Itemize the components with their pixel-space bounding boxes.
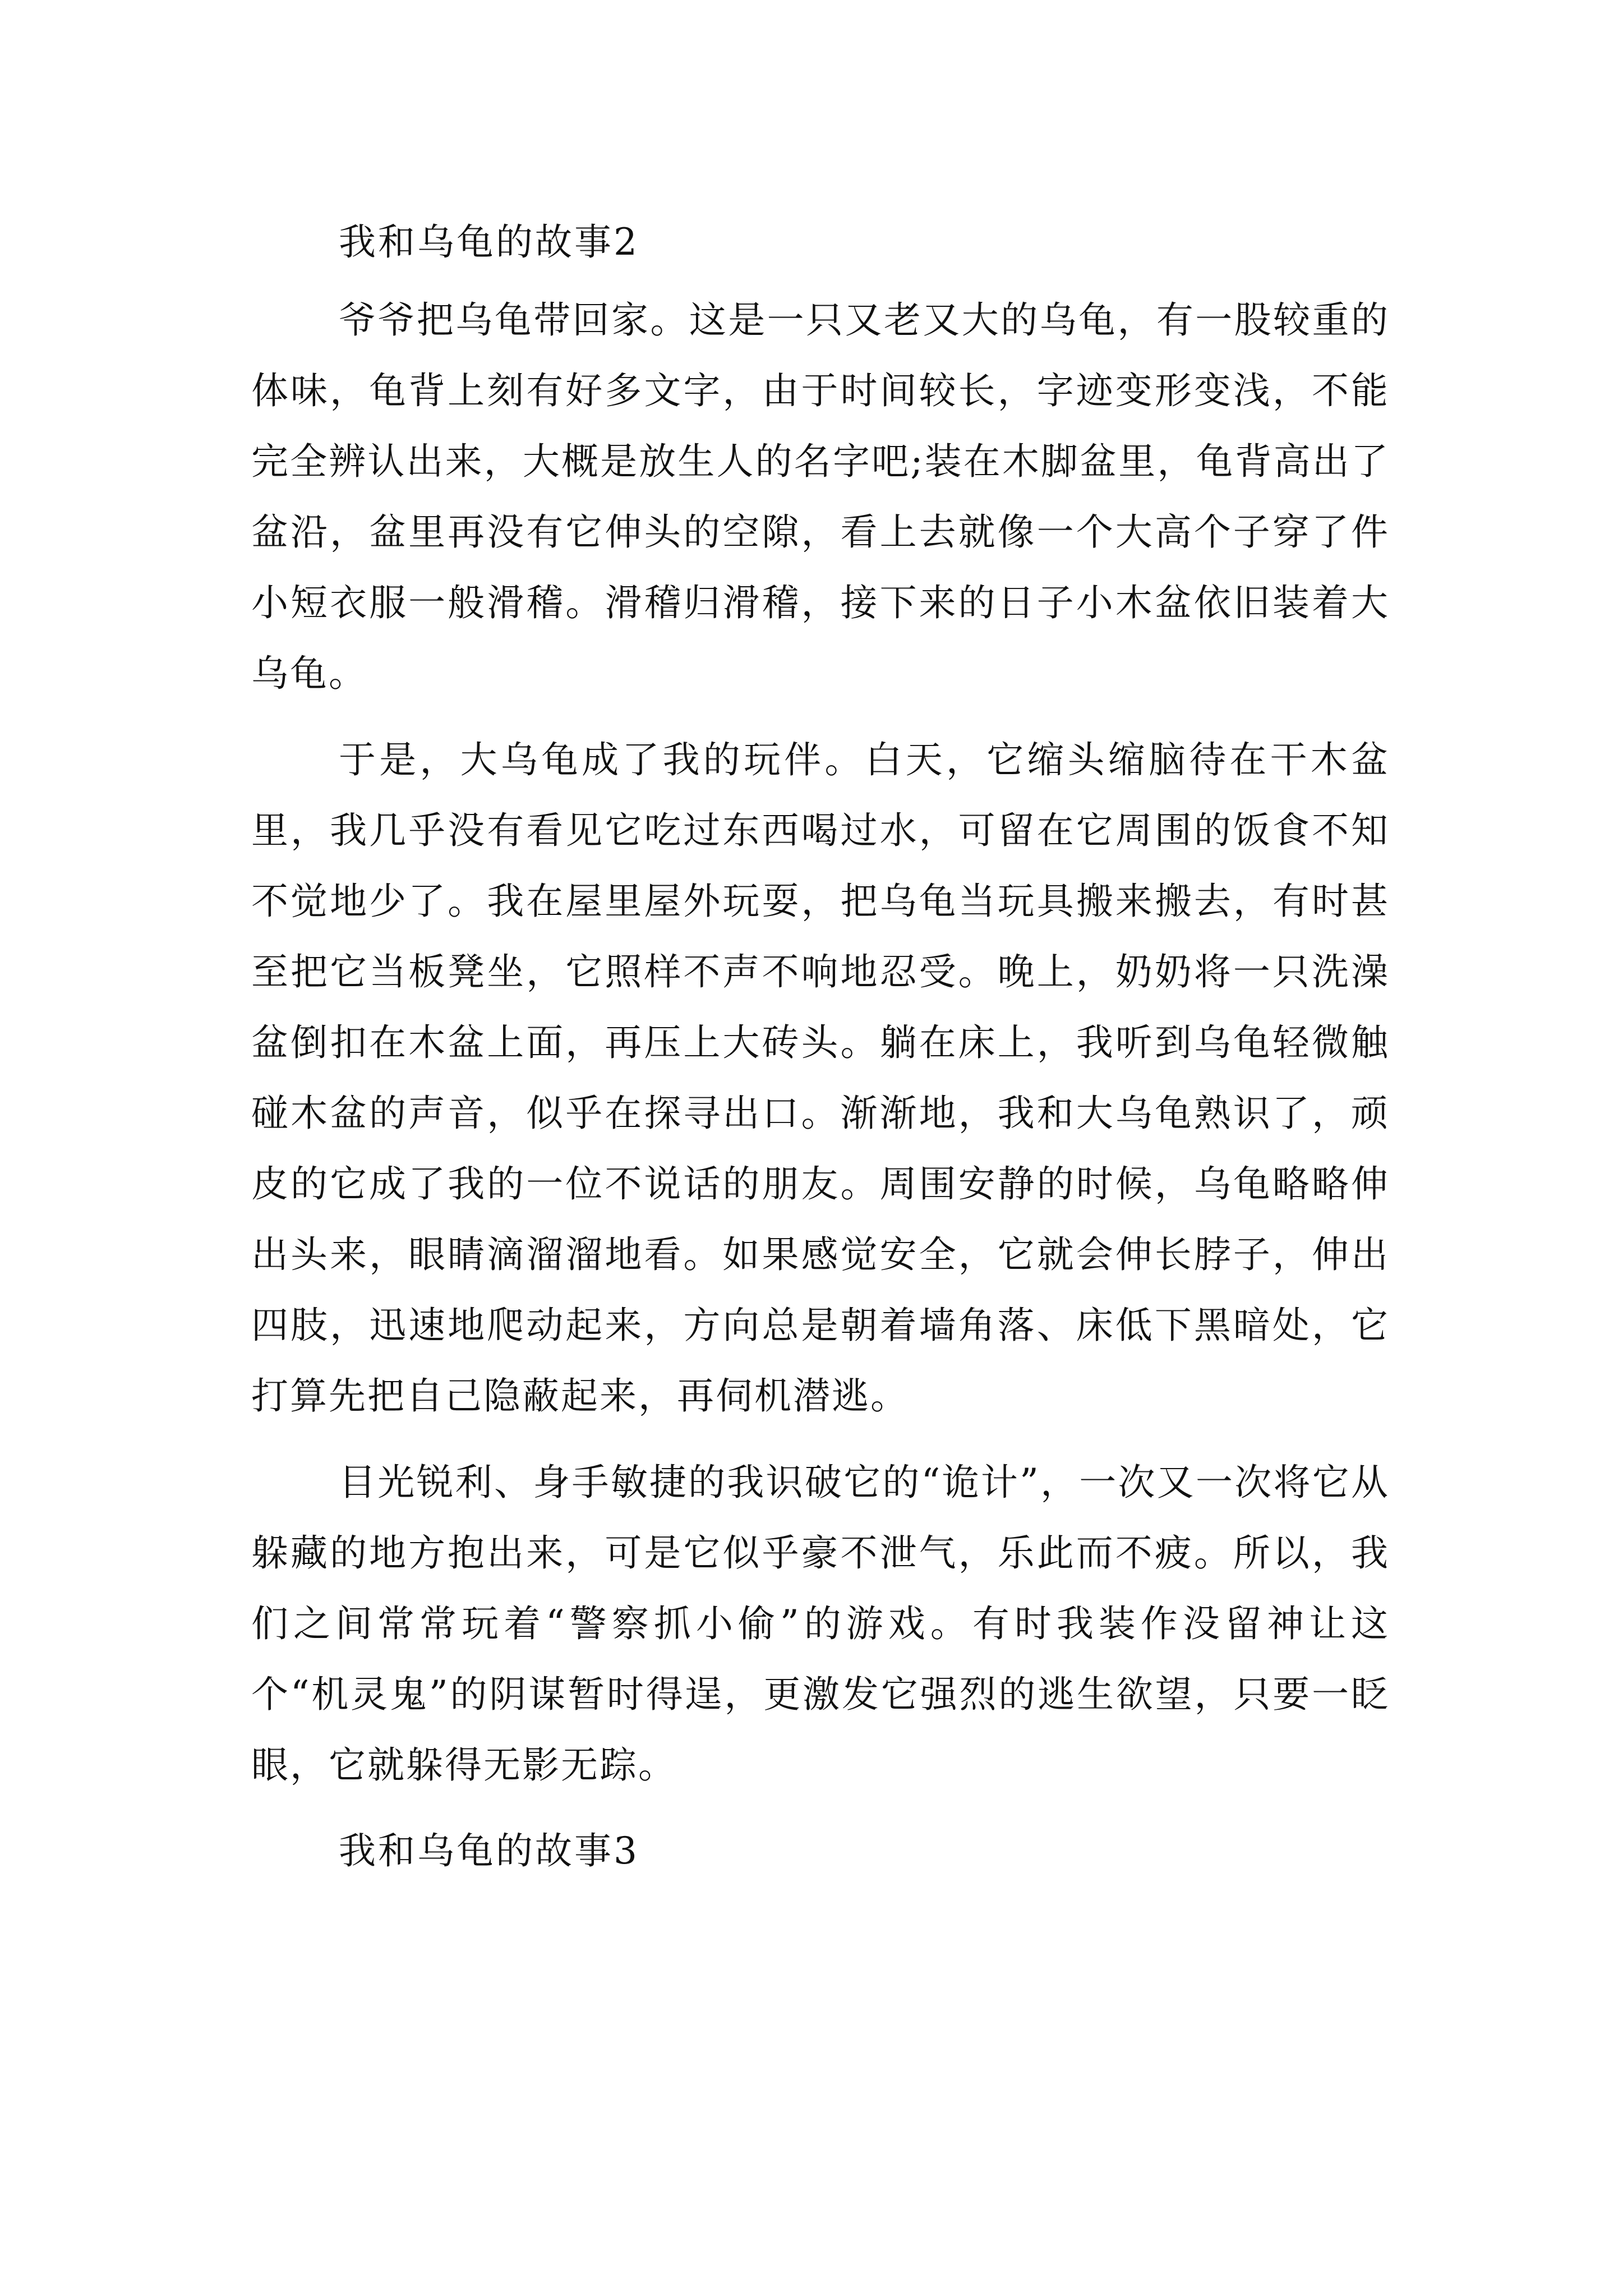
document-body bbox=[251, 214, 1390, 1894]
paragraph-1: 爷爷把乌龟带回家。这是一只又老又大的乌龟，有一股较重的体味，龟背上刻有好多文字，由于时间较长，字迹变形变浅，不能完全辨认出来，大概是放生人的名字吧;装在木脚盆里，龟背高出了盆沿，盆里再没有它伸头的空隙，看上去就像一个大高个子穿了件小短衣服一般滑稽。滑稽归滑稽，接下来的日子小木盆依旧装着大乌龟。 bbox=[251, 298, 1390, 695]
section-heading-2: 我和乌龟的故事2 bbox=[339, 220, 639, 264]
paragraph-2: 于是，大乌龟成了我的玩伴。白天，它缩头缩脑待在干木盆里，我几乎没有看见它吃过东西喝过水，可留在它周围的饭食不知不觉地少了。我在屋里屋外玩耍，把乌龟当玩具搬来搬去，有时甚至把它当板凳坐，它照样不声不响地忍受。晚上，奶奶将一只洗澡盆倒扣在木盆上面，再压上大砖头。躺在床上，我听到乌龟轻微触碰木盆的声音，似乎在探寻出口。渐渐地，我和大乌龟熟识了，顽皮的它成了我的一位不说话的朋友。周围安静的时候，乌龟略略伸出头来，眼睛滴溜溜地看。如果感觉安全，它就会伸长脖子，伸出四肢，迅速地爬动起来，方向总是朝着墙角落、床低下黑暗处，它打算先把自己隐蔽起来，再伺机潜逃。 bbox=[251, 738, 1390, 1418]
section-heading-3: 我和乌龟的故事3 bbox=[339, 1829, 639, 1872]
paragraph-3: 目光锐利、身手敏捷的我识破它的“诡计”，一次又一次将它从躲藏的地方抱出来，可是它似乎豪不泄气，乐此而不疲。所以，我们之间常常玩着“警察抓小偷”的游戏。有时我装作没留神让这个“机灵鬼”的阴谋暂时得逞，更激发它强烈的逃生欲望，只要一眨眼，它就躲得无影无踪。 bbox=[251, 1461, 1390, 1787]
